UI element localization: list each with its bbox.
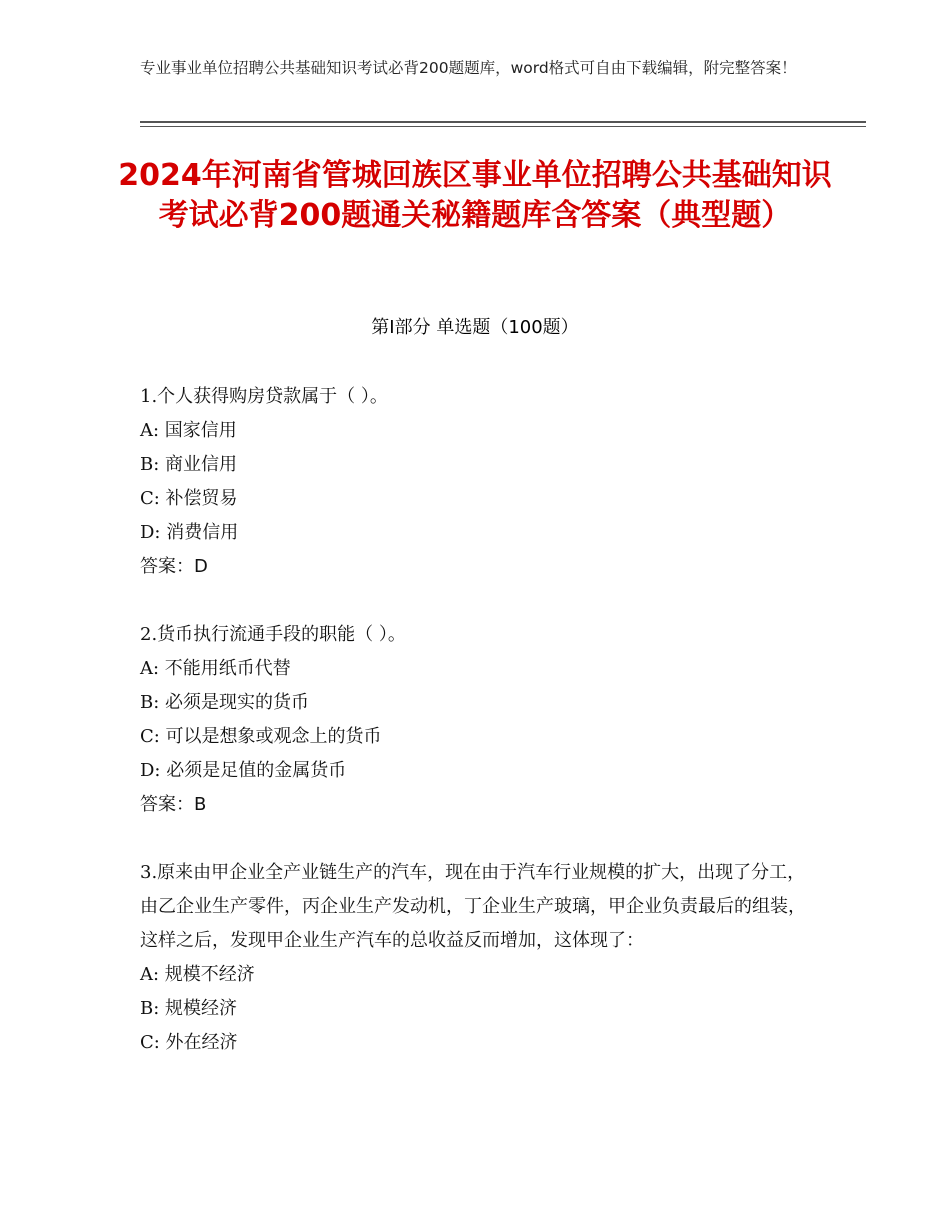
- question-list: [140, 380, 810, 1094]
- option-d: D: 消费信用: [140, 522, 239, 543]
- option-b: B: 必须是现实的货币: [140, 692, 310, 713]
- option-a: A: 不能用纸币代替: [140, 658, 291, 679]
- section-title: 第Ⅰ部分 单选题（100题）: [371, 317, 579, 338]
- question-stem: 3.原来由甲企业全产业链生产的汽车，现在由于汽车行业规模的扩大，出现了分工，由乙企业生产零件，丙企业生产发动机，丁企业生产玻璃，甲企业负责最后的组装，这样之后，发现甲企业生产汽车的总收益反而增加，这体现了：: [140, 862, 806, 951]
- option-c: C: 可以是想象或观念上的货币: [140, 726, 382, 747]
- option-c: C: 外在经济: [140, 1032, 238, 1053]
- option-a: A: 规模不经济: [140, 964, 255, 985]
- question-3: [140, 856, 810, 1060]
- question-stem: 1.个人获得购房贷款属于（ ）。: [140, 386, 388, 407]
- document-title: 2024年河南省管城回族区事业单位招聘公共基础知识考试必背200题通关秘籍题库含答案（典型题）: [118, 158, 832, 233]
- question-2: [140, 618, 810, 822]
- question-1: [140, 380, 810, 584]
- answer: 答案：B: [140, 794, 207, 815]
- header-divider: [140, 121, 866, 127]
- option-d: D: 必须是足值的金属货币: [140, 760, 347, 781]
- header-note: 专业事业单位招聘公共基础知识考试必背200题题库，word格式可自由下载编辑，附完整答案！: [140, 59, 797, 77]
- question-stem: 2.货币执行流通手段的职能（ ）。: [140, 624, 406, 645]
- answer: 答案：D: [140, 556, 208, 577]
- option-a: A: 国家信用: [140, 420, 237, 441]
- option-c: C: 补偿贸易: [140, 488, 238, 509]
- option-b: B: 商业信用: [140, 454, 238, 475]
- option-b: B: 规模经济: [140, 998, 238, 1019]
